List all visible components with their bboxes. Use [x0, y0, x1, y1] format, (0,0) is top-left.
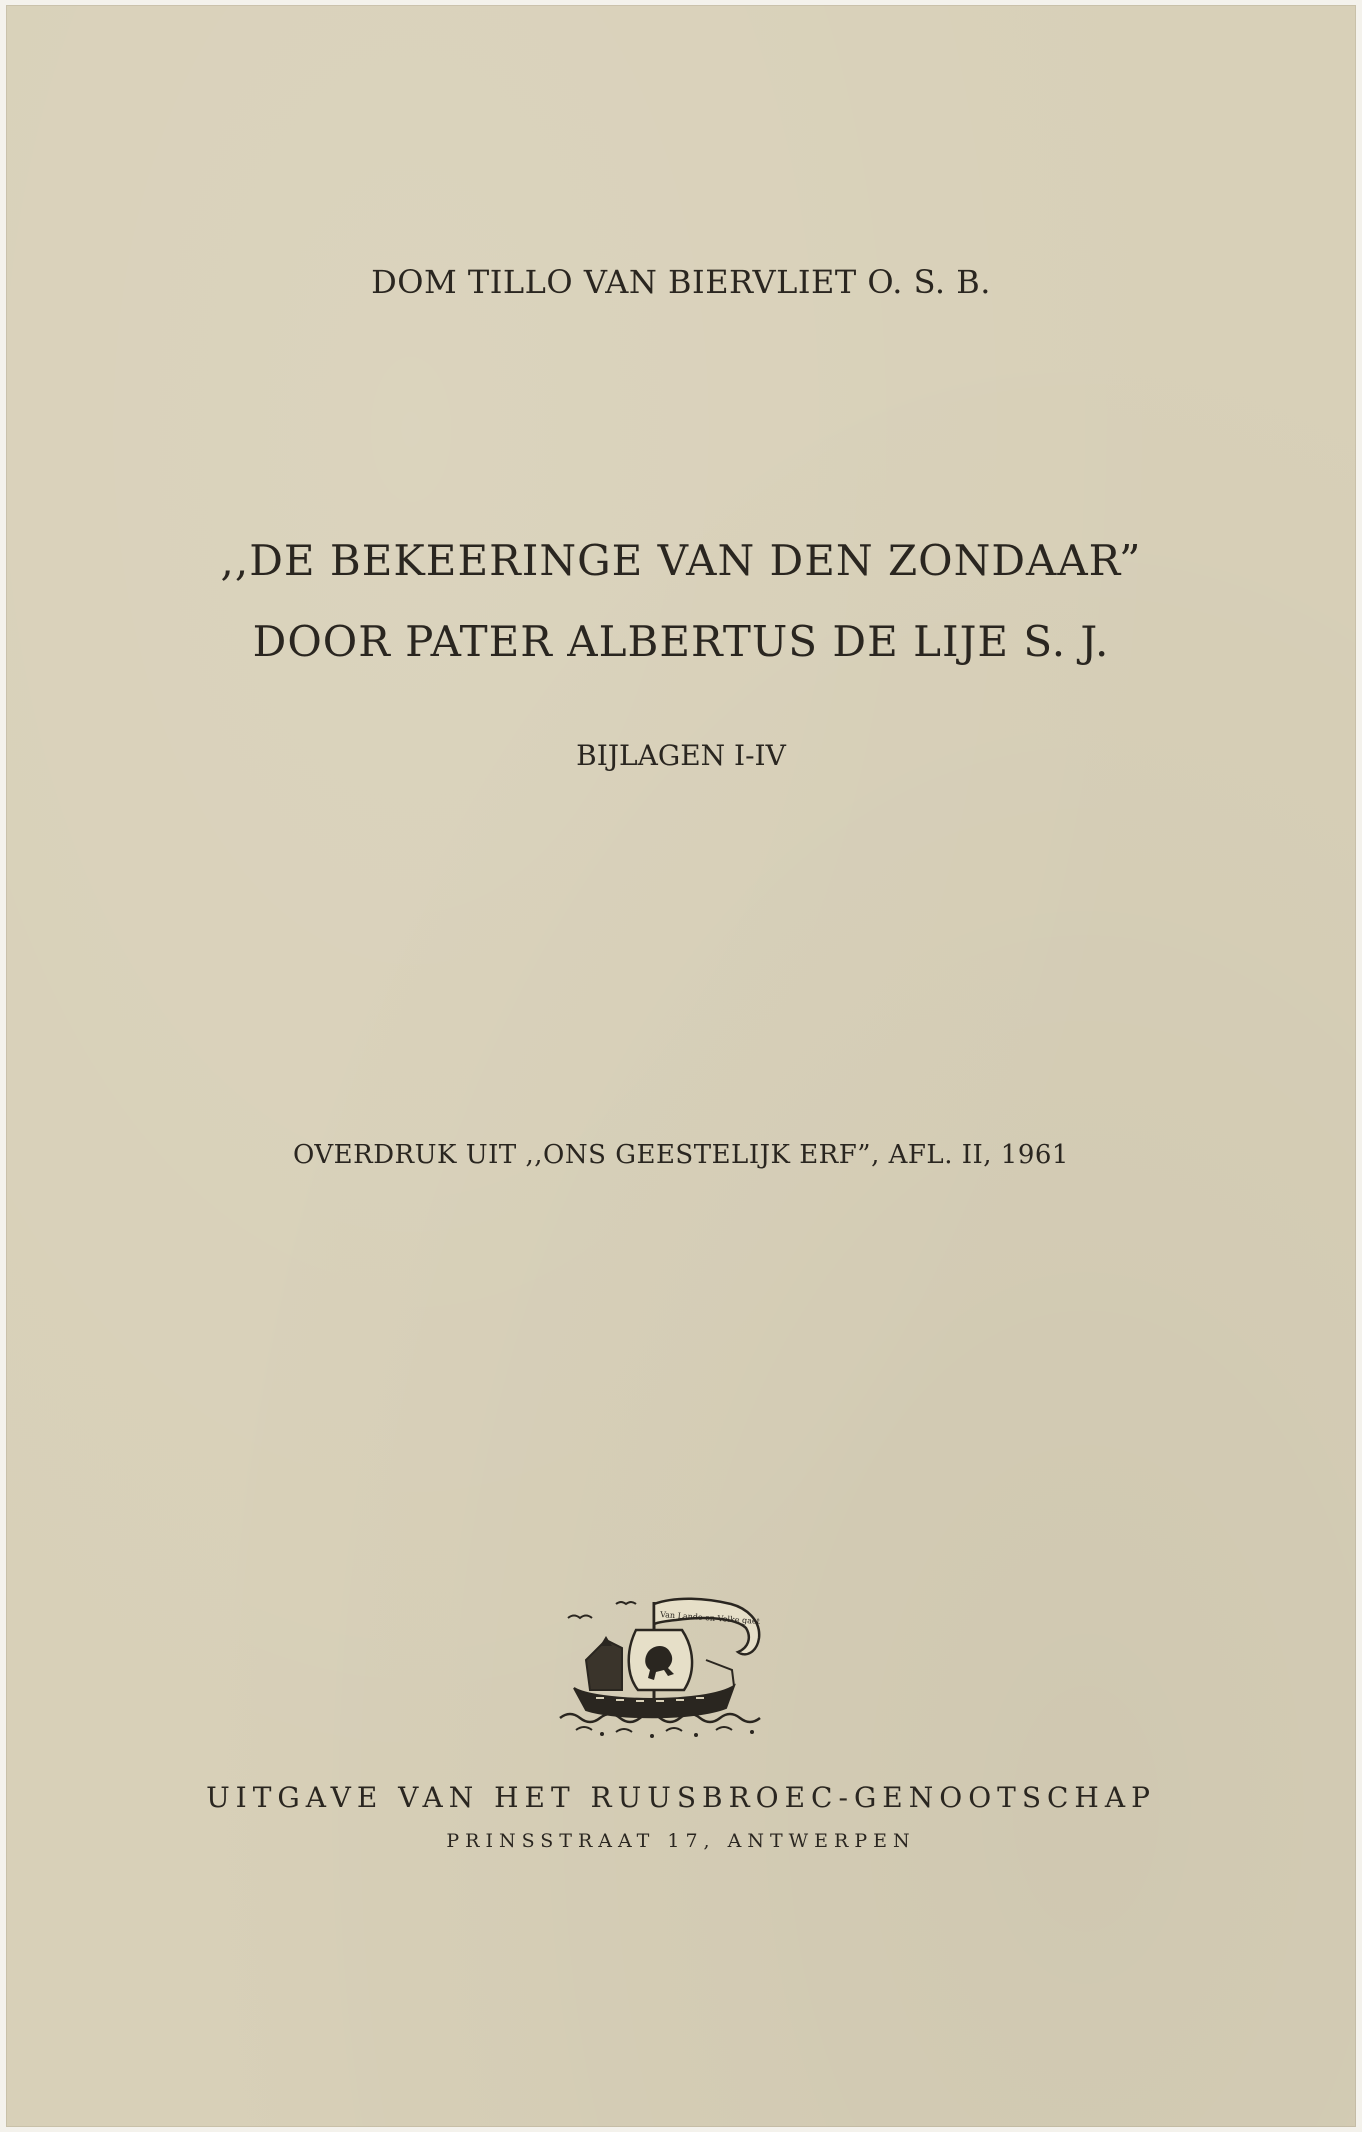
- publisher-address: PRINSSTRAAT 17, ANTWERPEN: [446, 1830, 916, 1852]
- ship-emblem-icon: [556, 1590, 776, 1740]
- offprint-note: OVERDRUK UIT ,,ONS GEESTELIJK ERF”, AFL. II, 1961: [293, 1140, 1069, 1170]
- title-line-2: DOOR PATER ALBERTUS DE LIJE S. J.: [252, 617, 1110, 666]
- title-line-1: ,,DE BEKEERINGE VAN DEN ZONDAAR”: [220, 536, 1142, 585]
- book-cover: [6, 5, 1356, 2127]
- publisher-name: UITGAVE VAN HET RUUSBROEC-GENOOTSCHAP: [206, 1781, 1156, 1814]
- author-name: DOM TILLO VAN BIERVLIET O. S. B.: [371, 263, 991, 301]
- supplement-label: BIJLAGEN I-IV: [576, 739, 786, 772]
- logo-banner-text: Van Lande en Volke gaet: [659, 1610, 761, 1626]
